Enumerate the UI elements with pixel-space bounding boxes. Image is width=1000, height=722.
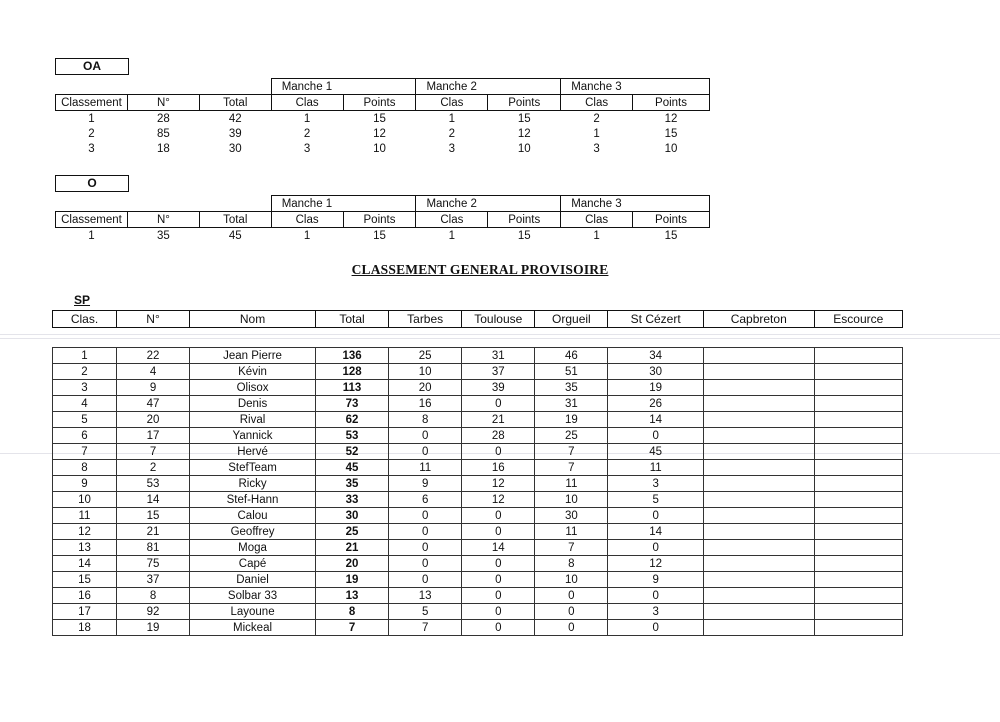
cell-numero: 75 [116, 556, 189, 572]
ranking-header [52, 310, 903, 328]
cell-toulouse: 0 [462, 524, 535, 540]
cell-clas: 11 [53, 508, 117, 524]
cell-st-cezert: 0 [608, 620, 703, 636]
cell-nom: Rival [190, 412, 316, 428]
cell: 10 [664, 142, 678, 155]
cell: 1 [593, 127, 600, 140]
cell-tarbes: 0 [389, 572, 462, 588]
cell-toulouse: 14 [462, 540, 535, 556]
cell-toulouse: 0 [462, 556, 535, 572]
cell-tarbes: 8 [389, 412, 462, 428]
cell-escource [814, 460, 902, 476]
cell-clas: 18 [53, 620, 117, 636]
cell-orgueil: 35 [535, 380, 608, 396]
cell-toulouse: 0 [462, 396, 535, 412]
cell: 30 [228, 142, 242, 155]
col-header-numero: N° [116, 311, 189, 328]
cell-escource [814, 412, 902, 428]
cell: 2 [303, 127, 311, 140]
cell-numero: 14 [116, 492, 189, 508]
cell-escource [814, 364, 902, 380]
cell-escource [814, 524, 902, 540]
cell-nom: Yannick [190, 428, 316, 444]
column-header-row [53, 311, 903, 328]
cell-nom: Solbar 33 [190, 588, 316, 604]
cell-total: 30 [316, 508, 389, 524]
cell-nom: Layoune [190, 604, 316, 620]
table-row [56, 111, 710, 127]
cell-orgueil: 0 [535, 604, 608, 620]
cell-st-cezert: 0 [608, 540, 703, 556]
cell: 10 [517, 142, 531, 155]
col-header-clas: Clas [271, 95, 343, 111]
cell-nom: StefTeam [190, 460, 316, 476]
cell-total: 8 [316, 604, 389, 620]
cell-capbreton [703, 540, 814, 556]
col-header-escource: Escource [814, 311, 902, 328]
col-header-points: Points [343, 95, 416, 111]
cell: 10 [373, 142, 386, 155]
cell-toulouse: 12 [462, 492, 535, 508]
cell-nom: Daniel [190, 572, 316, 588]
cell-nom: Kévin [190, 364, 316, 380]
col-header-points: Points [488, 95, 561, 111]
cell-tarbes: 0 [389, 540, 462, 556]
cell-nom: Geoffrey [190, 524, 316, 540]
cell-nom: Denis [190, 396, 316, 412]
manche-3-label: Manche 3 [561, 196, 710, 212]
cell-numero: 17 [116, 428, 189, 444]
table-row [53, 348, 903, 364]
cell-nom: Hervé [190, 444, 316, 460]
cell-orgueil: 30 [535, 508, 608, 524]
cell-st-cezert: 0 [608, 508, 703, 524]
cell-nom: Mickeal [190, 620, 316, 636]
cell-tarbes: 0 [389, 428, 462, 444]
cell-escource [814, 572, 902, 588]
cell-capbreton [703, 556, 814, 572]
table-row [56, 141, 710, 156]
cell-nom: Olisox [190, 380, 316, 396]
cell-total: 62 [316, 412, 389, 428]
col-header-numero: N° [127, 212, 199, 228]
cell-numero: 2 [116, 460, 189, 476]
cell-tarbes: 0 [389, 444, 462, 460]
col-header-points: Points [488, 212, 561, 228]
table-row [53, 604, 903, 620]
cell-st-cezert: 3 [608, 476, 703, 492]
cell-escource [814, 604, 902, 620]
manche-header-row [56, 196, 710, 212]
cell: 1 [88, 229, 95, 242]
cell-tarbes: 5 [389, 604, 462, 620]
cell-toulouse: 28 [462, 428, 535, 444]
col-header-points: Points [633, 212, 710, 228]
cell-total: 7 [316, 620, 389, 636]
cell-tarbes: 11 [389, 460, 462, 476]
cell-clas: 6 [53, 428, 117, 444]
cell-st-cezert: 14 [608, 524, 703, 540]
cell-escource [814, 428, 902, 444]
cell-total: 33 [316, 492, 389, 508]
cell-total: 113 [316, 380, 389, 396]
scan-line [0, 334, 1000, 335]
cell-tarbes: 0 [389, 556, 462, 572]
col-header-classement: Classement [56, 212, 128, 228]
cell: 42 [228, 112, 242, 125]
cell: 45 [228, 229, 242, 242]
table-row [53, 460, 903, 476]
cell: 3 [88, 142, 95, 155]
table-row [53, 492, 903, 508]
cell-toulouse: 16 [462, 460, 535, 476]
cell-total: 45 [316, 460, 389, 476]
cell: 18 [156, 142, 170, 155]
cell-clas: 17 [53, 604, 117, 620]
cell-capbreton [703, 364, 814, 380]
cell-total: 21 [316, 540, 389, 556]
cell-tarbes: 16 [389, 396, 462, 412]
cell-tarbes: 0 [389, 508, 462, 524]
cell-numero: 92 [116, 604, 189, 620]
page-title: CLASSEMENT GENERAL PROVISOIRE [351, 262, 609, 277]
column-header-row [56, 212, 710, 228]
scan-line [0, 338, 1000, 339]
cell-clas: 15 [53, 572, 117, 588]
cell-escource [814, 444, 902, 460]
table-row [53, 508, 903, 524]
cell-orgueil: 51 [535, 364, 608, 380]
cell-clas: 10 [53, 492, 117, 508]
cell-toulouse: 0 [462, 604, 535, 620]
cell: 85 [156, 127, 170, 140]
cell-capbreton [703, 620, 814, 636]
table-row [53, 540, 903, 556]
cell-st-cezert: 0 [608, 428, 703, 444]
cell-numero: 22 [116, 348, 189, 364]
cell-nom: Jean Pierre [190, 348, 316, 364]
col-header-total: Total [199, 95, 271, 111]
cell-tarbes: 25 [389, 348, 462, 364]
cell-tarbes: 9 [389, 476, 462, 492]
cell-nom: Moga [190, 540, 316, 556]
cell-capbreton [703, 428, 814, 444]
category-label-o: O [55, 175, 129, 192]
table-row [53, 524, 903, 540]
cell-capbreton [703, 524, 814, 540]
cell-orgueil: 11 [535, 476, 608, 492]
cell-orgueil: 10 [535, 492, 608, 508]
cell-capbreton [703, 444, 814, 460]
cell-tarbes: 20 [389, 380, 462, 396]
cell-clas: 4 [53, 396, 117, 412]
cell-numero: 47 [116, 396, 189, 412]
cell-capbreton [703, 492, 814, 508]
cell: 1 [88, 112, 95, 125]
cell-escource [814, 348, 902, 364]
cell-escource [814, 556, 902, 572]
col-header-st-cezert: St Cézert [608, 311, 703, 328]
cell-toulouse: 37 [462, 364, 535, 380]
ranking-table [52, 347, 903, 636]
cell: 1 [303, 112, 311, 125]
cell-escource [814, 540, 902, 556]
cell: 15 [517, 112, 531, 125]
cell-capbreton [703, 380, 814, 396]
cell-numero: 37 [116, 572, 189, 588]
cell-tarbes: 0 [389, 524, 462, 540]
cell-orgueil: 10 [535, 572, 608, 588]
cell-clas: 14 [53, 556, 117, 572]
cell-toulouse: 0 [462, 572, 535, 588]
column-header-row [56, 95, 710, 111]
cell-total: 128 [316, 364, 389, 380]
cell-toulouse: 31 [462, 348, 535, 364]
cell: 12 [664, 112, 678, 125]
table-row [53, 556, 903, 572]
cell-numero: 4 [116, 364, 189, 380]
results-table-o [55, 195, 710, 243]
cell-clas: 16 [53, 588, 117, 604]
table-row [53, 588, 903, 604]
category-label-oa: OA [55, 58, 129, 75]
table-row [53, 572, 903, 588]
manche-2-label: Manche 2 [416, 196, 561, 212]
cell: 15 [664, 127, 678, 140]
cell-escource [814, 620, 902, 636]
cell-capbreton [703, 604, 814, 620]
cell-numero: 7 [116, 444, 189, 460]
cell-st-cezert: 45 [608, 444, 703, 460]
cell-toulouse: 39 [462, 380, 535, 396]
cell: 3 [303, 142, 311, 155]
cell-toulouse: 21 [462, 412, 535, 428]
cell-total: 35 [316, 476, 389, 492]
cell-capbreton [703, 588, 814, 604]
col-header-nom: Nom [190, 311, 316, 328]
cell-clas: 7 [53, 444, 117, 460]
table-row [53, 380, 903, 396]
cell-tarbes: 10 [389, 364, 462, 380]
cell-toulouse: 0 [462, 508, 535, 524]
cell: 2 [448, 127, 456, 140]
table-row [53, 412, 903, 428]
cell-clas: 8 [53, 460, 117, 476]
col-header-total: Total [316, 311, 389, 328]
col-header-capbreton: Capbreton [703, 311, 814, 328]
cell-orgueil: 7 [535, 460, 608, 476]
cell-orgueil: 7 [535, 444, 608, 460]
results-table-oa [55, 78, 710, 156]
cell-st-cezert: 5 [608, 492, 703, 508]
cell-numero: 8 [116, 588, 189, 604]
cell-capbreton [703, 348, 814, 364]
cell-total: 73 [316, 396, 389, 412]
cell-st-cezert: 3 [608, 604, 703, 620]
cell: 1 [593, 229, 600, 242]
cell-st-cezert: 14 [608, 412, 703, 428]
cell-st-cezert: 30 [608, 364, 703, 380]
cell-clas: 9 [53, 476, 117, 492]
cell-clas: 1 [53, 348, 117, 364]
cell: 1 [303, 229, 311, 242]
cell-orgueil: 8 [535, 556, 608, 572]
cell: 3 [448, 142, 456, 155]
table-row [56, 228, 710, 244]
col-header-clas: Clas [561, 212, 633, 228]
manche-1-label: Manche 1 [271, 196, 416, 212]
cell-orgueil: 25 [535, 428, 608, 444]
cell-orgueil: 0 [535, 620, 608, 636]
manche-header-row [56, 79, 710, 95]
cell-tarbes: 7 [389, 620, 462, 636]
cell-st-cezert: 12 [608, 556, 703, 572]
cell-capbreton [703, 572, 814, 588]
cell-orgueil: 19 [535, 412, 608, 428]
cell-total: 20 [316, 556, 389, 572]
col-header-tarbes: Tarbes [389, 311, 462, 328]
cell: 1 [448, 112, 456, 125]
cell-capbreton [703, 396, 814, 412]
cell: 15 [664, 229, 678, 242]
cell-capbreton [703, 476, 814, 492]
cell-total: 13 [316, 588, 389, 604]
cell-escource [814, 380, 902, 396]
cell-total: 136 [316, 348, 389, 364]
cell: 1 [448, 229, 456, 242]
table-row [53, 364, 903, 380]
cell-nom: Capé [190, 556, 316, 572]
col-header-clas: Clas [271, 212, 343, 228]
cell-capbreton [703, 412, 814, 428]
col-header-numero: N° [127, 95, 199, 111]
cell-st-cezert: 9 [608, 572, 703, 588]
cell-numero: 9 [116, 380, 189, 396]
table-row [53, 476, 903, 492]
cell-toulouse: 0 [462, 588, 535, 604]
col-header-total: Total [199, 212, 271, 228]
table-row [53, 444, 903, 460]
col-header-toulouse: Toulouse [462, 311, 535, 328]
cell-numero: 21 [116, 524, 189, 540]
cell-tarbes: 13 [389, 588, 462, 604]
cell-escource [814, 508, 902, 524]
cell-clas: 2 [53, 364, 117, 380]
cell-st-cezert: 34 [608, 348, 703, 364]
cell-tarbes: 6 [389, 492, 462, 508]
cell-escource [814, 492, 902, 508]
cell-orgueil: 11 [535, 524, 608, 540]
col-header-points: Points [633, 95, 710, 111]
cell-escource [814, 396, 902, 412]
cell: 35 [156, 229, 170, 242]
cell-numero: 19 [116, 620, 189, 636]
col-header-classement: Classement [56, 95, 128, 111]
cell-escource [814, 476, 902, 492]
col-header-orgueil: Orgueil [535, 311, 608, 328]
table-row [53, 396, 903, 412]
col-header-clas: Clas [561, 95, 633, 111]
cell-st-cezert: 0 [608, 588, 703, 604]
table-row [56, 126, 710, 141]
cell-nom: Ricky [190, 476, 316, 492]
manche-3-label: Manche 3 [561, 79, 710, 95]
cell-capbreton [703, 508, 814, 524]
cell-capbreton [703, 460, 814, 476]
cell-total: 25 [316, 524, 389, 540]
cell-total: 19 [316, 572, 389, 588]
cell-numero: 53 [116, 476, 189, 492]
cell-clas: 12 [53, 524, 117, 540]
cell-orgueil: 7 [535, 540, 608, 556]
cell-toulouse: 0 [462, 620, 535, 636]
table-row [53, 620, 903, 636]
cell-escource [814, 588, 902, 604]
manche-1-label: Manche 1 [271, 79, 416, 95]
cell: 39 [228, 127, 242, 140]
col-header-points: Points [343, 212, 416, 228]
table-row [53, 428, 903, 444]
col-header-clas: Clas [416, 95, 488, 111]
cell-toulouse: 0 [462, 444, 535, 460]
cell-total: 52 [316, 444, 389, 460]
cell-orgueil: 31 [535, 396, 608, 412]
cell-numero: 81 [116, 540, 189, 556]
col-header-clas: Clas [416, 212, 488, 228]
cell-clas: 3 [53, 380, 117, 396]
cell-orgueil: 46 [535, 348, 608, 364]
cell: 15 [373, 229, 386, 242]
cell-nom: Calou [190, 508, 316, 524]
cell: 2 [88, 127, 95, 140]
category-label-sp: SP [74, 293, 91, 307]
cell-st-cezert: 11 [608, 460, 703, 476]
manche-2-label: Manche 2 [416, 79, 561, 95]
cell-nom: Stef-Hann [190, 492, 316, 508]
cell: 12 [373, 127, 386, 140]
cell: 12 [517, 127, 531, 140]
cell-st-cezert: 19 [608, 380, 703, 396]
cell: 15 [517, 229, 531, 242]
cell-toulouse: 12 [462, 476, 535, 492]
cell-numero: 20 [116, 412, 189, 428]
cell: 3 [593, 142, 600, 155]
cell-orgueil: 0 [535, 588, 608, 604]
cell-clas: 5 [53, 412, 117, 428]
cell-st-cezert: 26 [608, 396, 703, 412]
cell: 15 [373, 112, 386, 125]
col-header-clas: Clas. [53, 311, 117, 328]
cell-total: 53 [316, 428, 389, 444]
cell-numero: 15 [116, 508, 189, 524]
cell: 2 [593, 112, 600, 125]
cell-clas: 13 [53, 540, 117, 556]
cell: 28 [156, 112, 170, 125]
